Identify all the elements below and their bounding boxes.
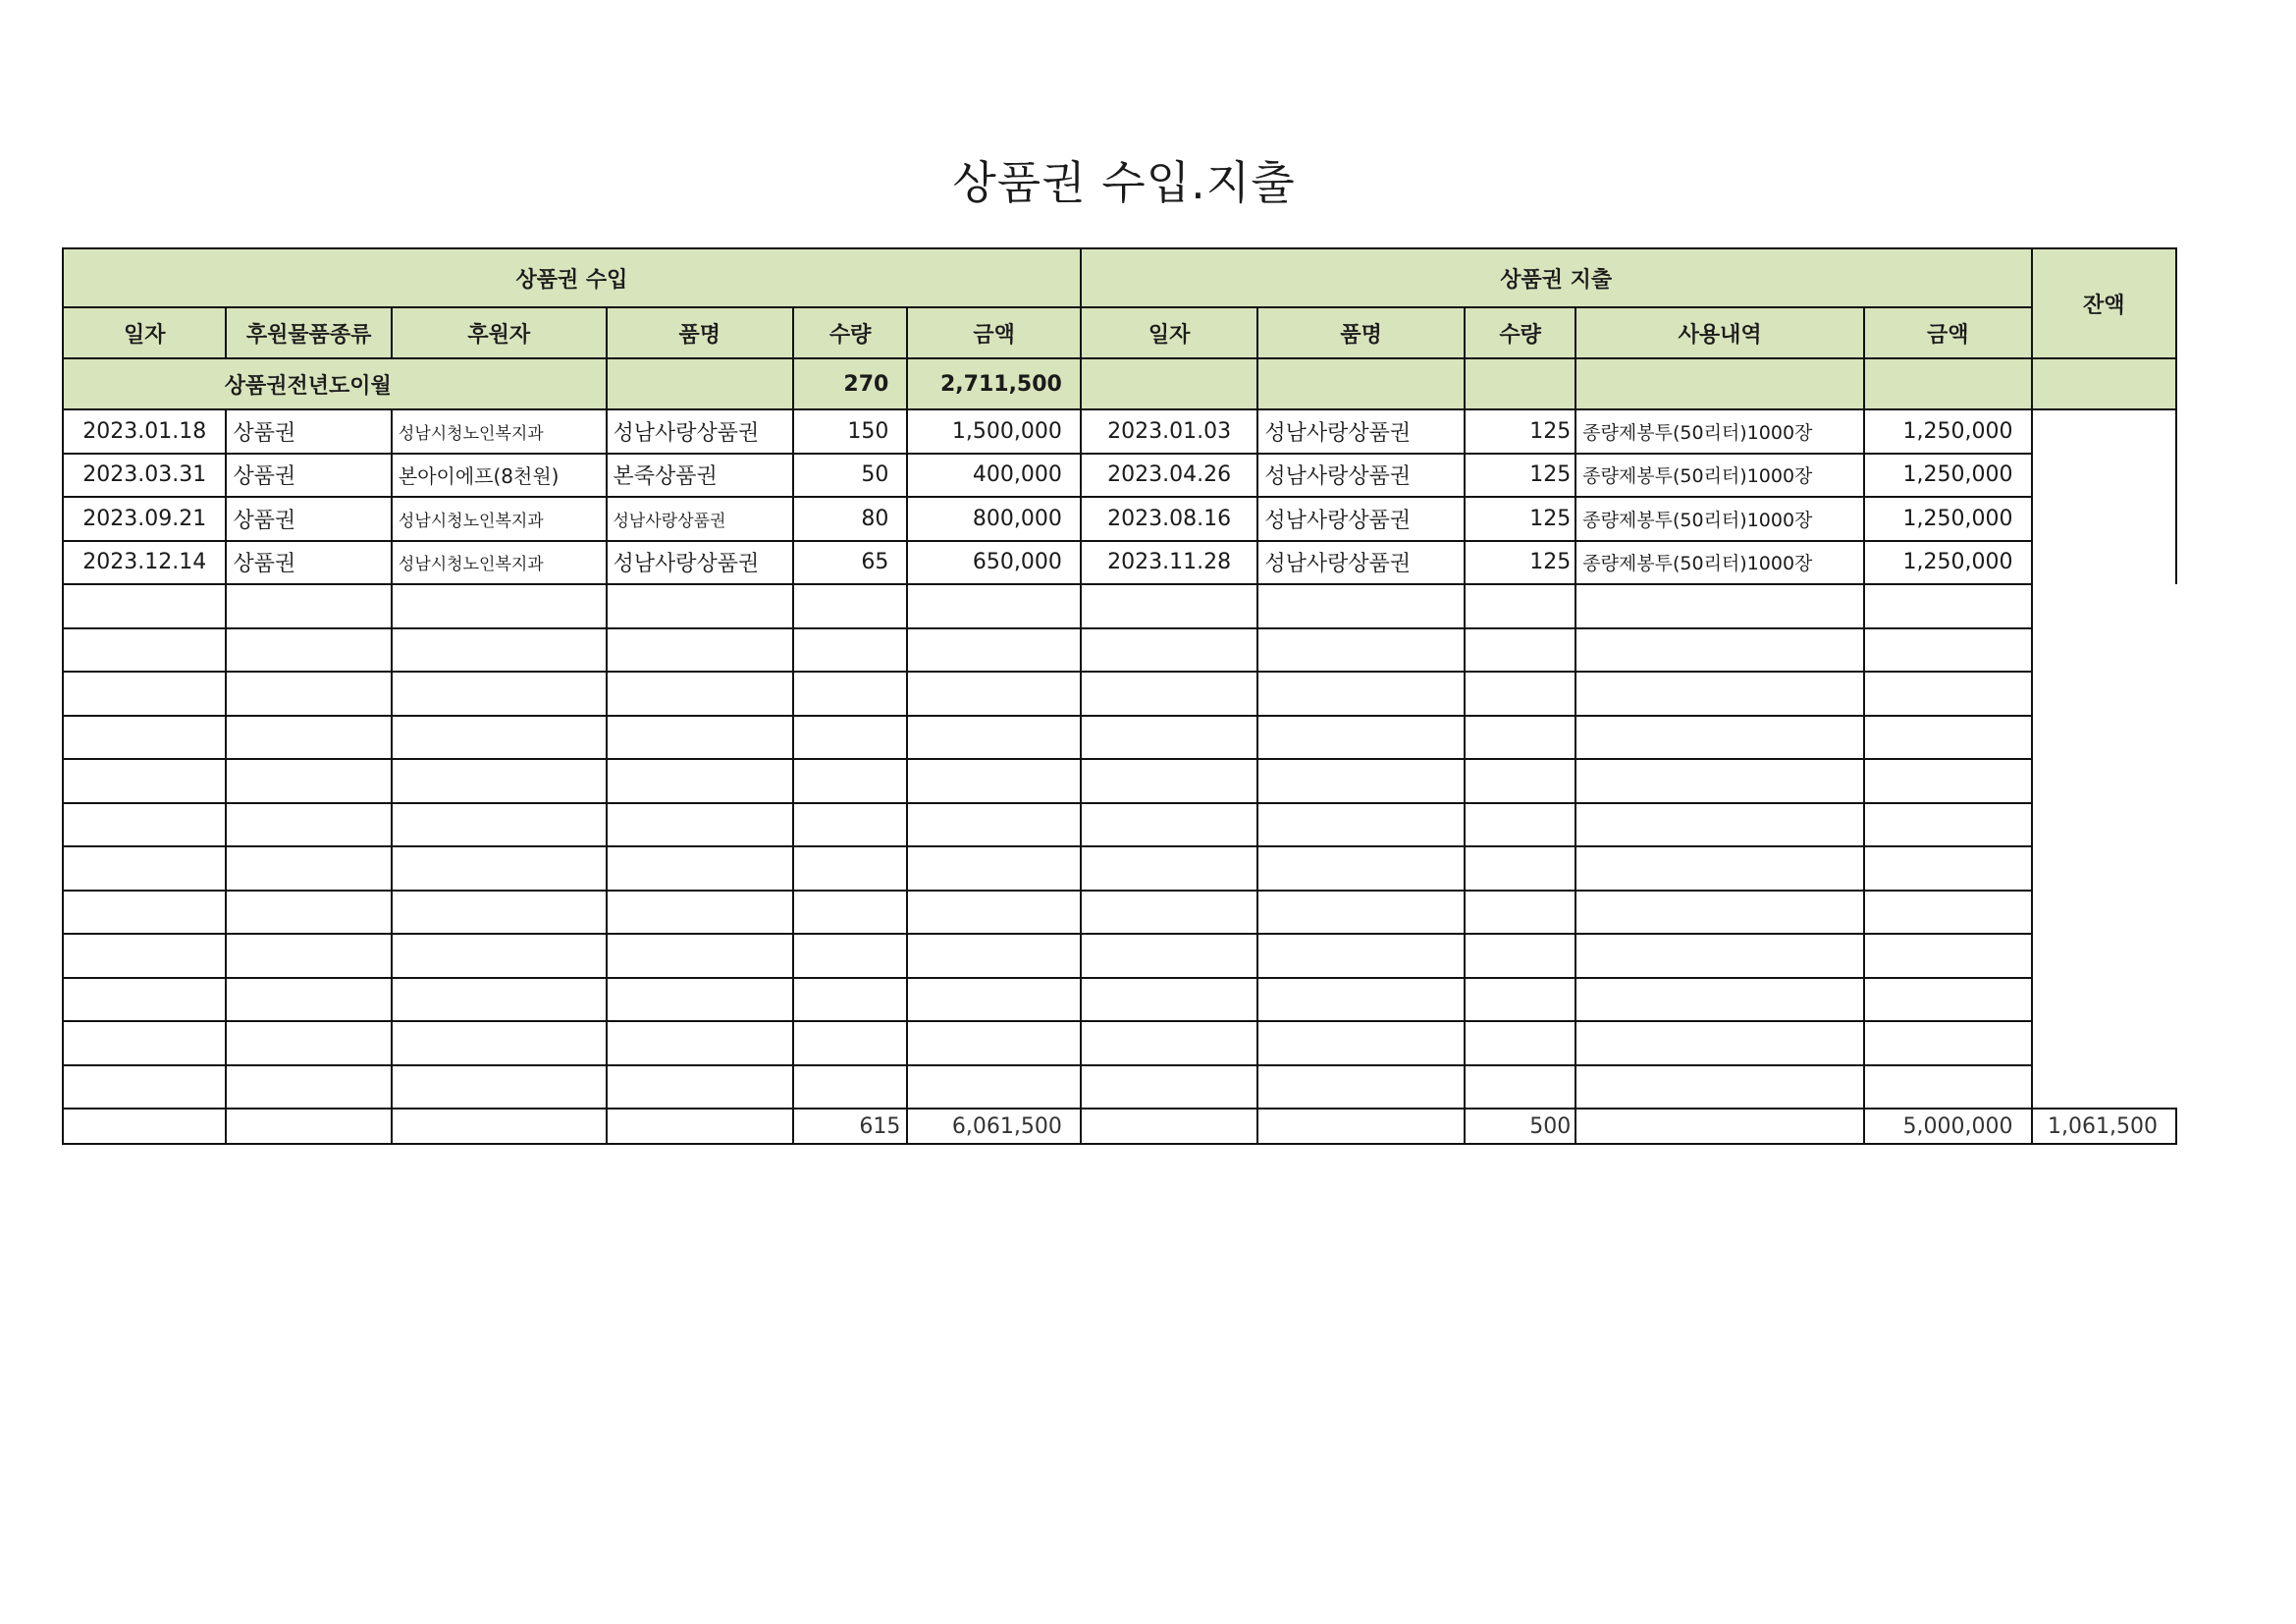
empty-cell — [1575, 759, 1864, 803]
totals-row — [63, 1109, 2176, 1144]
empty-cell — [63, 716, 226, 760]
income-amount-cell: 800,000 — [907, 497, 1081, 541]
empty-cell — [1465, 803, 1575, 847]
empty-cell — [1864, 803, 2032, 847]
empty-cell — [1081, 584, 1257, 628]
donor-cell: 본아이에프(8천원) — [392, 454, 607, 498]
balance-column-cell — [2032, 409, 2176, 584]
empty-cell — [226, 716, 391, 760]
empty-cell — [392, 759, 607, 803]
table-row — [63, 409, 2176, 454]
empty-cell — [1081, 846, 1257, 891]
empty-cell — [907, 759, 1081, 803]
empty-cell — [1081, 1065, 1257, 1110]
empty-row — [63, 584, 2176, 628]
empty-cell — [1575, 628, 1864, 673]
expense-amount-cell: 1,250,000 — [1864, 541, 2032, 585]
empty-cell — [392, 584, 607, 628]
col-usage: 사용내역 — [1575, 307, 1864, 358]
empty-cell — [226, 1065, 391, 1110]
empty-row — [63, 803, 2176, 847]
expense-amount-cell: 1,250,000 — [1864, 409, 2032, 454]
empty-cell — [907, 628, 1081, 673]
empty-cell — [392, 628, 607, 673]
income-qty-cell: 65 — [793, 541, 907, 585]
col-expense-amount: 금액 — [1864, 307, 2032, 358]
table-row — [63, 454, 2176, 498]
usage-cell: 종량제봉투(50리터)1000장 — [1575, 454, 1864, 498]
empty-cell — [1575, 803, 1864, 847]
empty-cell — [1575, 934, 1864, 978]
total-income-qty: 615 — [793, 1109, 907, 1144]
carryover-row — [63, 358, 2176, 409]
empty-cell — [63, 672, 226, 716]
empty-cell — [63, 891, 226, 935]
empty-cell — [63, 934, 226, 978]
empty-cell — [1465, 978, 1575, 1022]
empty-row — [63, 759, 2176, 803]
totals-empty-cell — [1257, 1109, 1465, 1144]
income-qty-cell: 80 — [793, 497, 907, 541]
col-expense-item: 품명 — [1257, 307, 1465, 358]
empty-cell — [1257, 628, 1465, 673]
empty-cell — [1257, 803, 1465, 847]
empty-cell — [1864, 846, 2032, 891]
empty-cell — [1257, 759, 1465, 803]
empty-cell — [1081, 1021, 1257, 1065]
empty-cell — [793, 716, 907, 760]
empty-cell — [607, 716, 794, 760]
expense-amount-cell: 1,250,000 — [1864, 454, 2032, 498]
empty-cell — [63, 1065, 226, 1110]
empty-row — [63, 978, 2176, 1022]
carryover-empty-cell — [1081, 358, 1257, 409]
empty-cell — [226, 978, 391, 1022]
empty-cell — [607, 1021, 794, 1065]
empty-row — [63, 934, 2176, 978]
empty-cell — [226, 672, 391, 716]
total-expense-amount: 5,000,000 — [1864, 1109, 2032, 1144]
empty-cell — [1864, 759, 2032, 803]
empty-cell — [1864, 1065, 2032, 1110]
empty-cell — [907, 934, 1081, 978]
empty-cell — [793, 978, 907, 1022]
income-qty-cell: 50 — [793, 454, 907, 498]
income-amount-cell: 1,500,000 — [907, 409, 1081, 454]
carryover-empty-cell — [1575, 358, 1864, 409]
expense-qty-cell: 125 — [1465, 541, 1575, 585]
carryover-label: 상품권전년도이월 — [63, 358, 607, 409]
empty-row — [63, 672, 2176, 716]
empty-cell — [607, 978, 794, 1022]
expense-date-cell: 2023.04.26 — [1081, 454, 1257, 498]
empty-cell — [63, 759, 226, 803]
empty-cell — [1864, 584, 2032, 628]
income-type-cell: 상품권 — [226, 497, 391, 541]
empty-cell — [63, 1021, 226, 1065]
empty-cell — [1257, 672, 1465, 716]
expense-group-header: 상품권 지출 — [1081, 248, 2032, 307]
page-title: 상품권 수입.지출 — [952, 156, 1296, 209]
empty-cell — [63, 978, 226, 1022]
usage-cell: 종량제봉투(50리터)1000장 — [1575, 409, 1864, 454]
expense-qty-cell: 125 — [1465, 454, 1575, 498]
empty-cell — [1864, 1021, 2032, 1065]
empty-cell — [226, 759, 391, 803]
empty-cell — [226, 846, 391, 891]
carryover-empty-cell — [607, 358, 794, 409]
donor-cell: 성남시청노인복지과 — [392, 409, 607, 454]
empty-cell — [1575, 1065, 1864, 1110]
col-expense-date: 일자 — [1081, 307, 1257, 358]
empty-cell — [392, 672, 607, 716]
totals-empty-cell — [392, 1109, 607, 1144]
income-qty-cell: 150 — [793, 409, 907, 454]
empty-cell — [793, 1065, 907, 1110]
usage-cell: 종량제봉투(50리터)1000장 — [1575, 541, 1864, 585]
empty-cell — [607, 628, 794, 673]
total-balance: 1,061,500 — [2032, 1109, 2176, 1144]
empty-cell — [63, 803, 226, 847]
empty-cell — [1575, 846, 1864, 891]
empty-cell — [1465, 584, 1575, 628]
expense-qty-cell: 125 — [1465, 497, 1575, 541]
ledger-table — [62, 247, 2177, 1145]
empty-cell — [1081, 803, 1257, 847]
carryover-amount: 2,711,500 — [907, 358, 1081, 409]
empty-cell — [607, 584, 794, 628]
balance-header: 잔액 — [2032, 248, 2176, 358]
expense-date-cell: 2023.08.16 — [1081, 497, 1257, 541]
expense-item-cell: 성남사랑상품권 — [1257, 454, 1465, 498]
empty-cell — [226, 934, 391, 978]
empty-cell — [63, 584, 226, 628]
empty-cell — [793, 846, 907, 891]
empty-cell — [907, 803, 1081, 847]
empty-cell — [1864, 672, 2032, 716]
empty-cell — [607, 934, 794, 978]
empty-row — [63, 628, 2176, 673]
empty-row — [63, 1065, 2176, 1110]
empty-cell — [793, 1021, 907, 1065]
empty-cell — [607, 846, 794, 891]
empty-cell — [1465, 1021, 1575, 1065]
column-header-row — [63, 307, 2176, 358]
col-income-qty: 수량 — [793, 307, 907, 358]
totals-empty-cell — [1575, 1109, 1864, 1144]
expense-date-cell: 2023.01.03 — [1081, 409, 1257, 454]
donor-cell: 성남시청노인복지과 — [392, 541, 607, 585]
empty-cell — [1465, 934, 1575, 978]
empty-cell — [607, 672, 794, 716]
empty-cell — [1257, 1021, 1465, 1065]
col-income-date: 일자 — [63, 307, 226, 358]
empty-cell — [1081, 628, 1257, 673]
empty-cell — [1864, 934, 2032, 978]
income-item-cell: 성남사랑상품권 — [607, 497, 794, 541]
empty-cell — [793, 759, 907, 803]
empty-cell — [1864, 628, 2032, 673]
income-type-cell: 상품권 — [226, 541, 391, 585]
empty-cell — [226, 803, 391, 847]
col-donor: 후원자 — [392, 307, 607, 358]
empty-cell — [1465, 846, 1575, 891]
income-date-cell: 2023.09.21 — [63, 497, 226, 541]
col-income-amount: 금액 — [907, 307, 1081, 358]
empty-cell — [1465, 628, 1575, 673]
empty-cell — [1864, 891, 2032, 935]
table-row — [63, 497, 2176, 541]
empty-cell — [907, 672, 1081, 716]
empty-cell — [392, 934, 607, 978]
empty-cell — [1257, 846, 1465, 891]
carryover-qty: 270 — [793, 358, 907, 409]
empty-cell — [793, 584, 907, 628]
empty-row — [63, 716, 2176, 760]
expense-date-cell: 2023.11.28 — [1081, 541, 1257, 585]
income-item-cell: 성남사랑상품권 — [607, 409, 794, 454]
col-expense-qty: 수량 — [1465, 307, 1575, 358]
empty-cell — [607, 803, 794, 847]
expense-item-cell: 성남사랑상품권 — [1257, 497, 1465, 541]
empty-cell — [392, 891, 607, 935]
empty-cell — [1257, 584, 1465, 628]
empty-cell — [907, 1065, 1081, 1110]
empty-cell — [1257, 1065, 1465, 1110]
empty-cell — [1575, 672, 1864, 716]
empty-cell — [392, 803, 607, 847]
empty-cell — [793, 628, 907, 673]
empty-cell — [226, 628, 391, 673]
empty-cell — [1465, 672, 1575, 716]
empty-row — [63, 846, 2176, 891]
empty-cell — [1257, 716, 1465, 760]
empty-cell — [607, 891, 794, 935]
empty-cell — [226, 1021, 391, 1065]
empty-cell — [793, 803, 907, 847]
income-date-cell: 2023.01.18 — [63, 409, 226, 454]
empty-cell — [1575, 1021, 1864, 1065]
donor-cell: 성남시청노인복지과 — [392, 497, 607, 541]
empty-cell — [1864, 716, 2032, 760]
empty-cell — [392, 716, 607, 760]
empty-cell — [907, 1021, 1081, 1065]
empty-row — [63, 891, 2176, 935]
empty-cell — [1575, 584, 1864, 628]
empty-cell — [1081, 934, 1257, 978]
empty-cell — [1081, 978, 1257, 1022]
empty-cell — [1081, 672, 1257, 716]
empty-cell — [793, 672, 907, 716]
table-row — [63, 541, 2176, 585]
empty-cell — [907, 891, 1081, 935]
expense-item-cell: 성남사랑상품권 — [1257, 541, 1465, 585]
empty-cell — [63, 628, 226, 673]
empty-cell — [1575, 716, 1864, 760]
totals-empty-cell — [607, 1109, 794, 1144]
empty-cell — [1465, 716, 1575, 760]
empty-cell — [1081, 759, 1257, 803]
col-income-type: 후원물품종류 — [226, 307, 391, 358]
total-income-amount: 6,061,500 — [907, 1109, 1081, 1144]
empty-cell — [1465, 891, 1575, 935]
empty-cell — [793, 891, 907, 935]
group-header-row — [63, 248, 2176, 307]
empty-cell — [1465, 1065, 1575, 1110]
totals-empty-cell — [226, 1109, 391, 1144]
empty-cell — [1081, 891, 1257, 935]
totals-empty-cell — [1081, 1109, 1257, 1144]
carryover-balance-cell — [2032, 358, 2176, 409]
income-item-cell: 본죽상품권 — [607, 454, 794, 498]
empty-cell — [1257, 934, 1465, 978]
expense-amount-cell: 1,250,000 — [1864, 497, 2032, 541]
expense-item-cell: 성남사랑상품권 — [1257, 409, 1465, 454]
income-amount-cell: 400,000 — [907, 454, 1081, 498]
empty-cell — [1575, 891, 1864, 935]
income-date-cell: 2023.12.14 — [63, 541, 226, 585]
empty-cell — [1257, 891, 1465, 935]
carryover-empty-cell — [1465, 358, 1575, 409]
income-amount-cell: 650,000 — [907, 541, 1081, 585]
empty-cell — [1257, 978, 1465, 1022]
empty-cell — [1465, 759, 1575, 803]
income-type-cell: 상품권 — [226, 409, 391, 454]
empty-cell — [793, 934, 907, 978]
empty-cell — [907, 584, 1081, 628]
empty-cell — [392, 1065, 607, 1110]
income-item-cell: 성남사랑상품권 — [607, 541, 794, 585]
empty-row — [63, 1021, 2176, 1065]
expense-qty-cell: 125 — [1465, 409, 1575, 454]
empty-cell — [226, 584, 391, 628]
col-income-item: 품명 — [607, 307, 794, 358]
total-expense-qty: 500 — [1465, 1109, 1575, 1144]
income-type-cell: 상품권 — [226, 454, 391, 498]
empty-cell — [607, 1065, 794, 1110]
totals-empty-cell — [63, 1109, 226, 1144]
income-date-cell: 2023.03.31 — [63, 454, 226, 498]
carryover-empty-cell — [1257, 358, 1465, 409]
income-group-header: 상품권 수입 — [63, 248, 1081, 307]
empty-cell — [907, 846, 1081, 891]
empty-cell — [607, 759, 794, 803]
empty-cell — [1081, 716, 1257, 760]
empty-cell — [392, 978, 607, 1022]
carryover-empty-cell — [1864, 358, 2032, 409]
empty-cell — [392, 846, 607, 891]
empty-cell — [907, 716, 1081, 760]
empty-cell — [392, 1021, 607, 1065]
empty-cell — [907, 978, 1081, 1022]
empty-cell — [63, 846, 226, 891]
empty-cell — [1864, 978, 2032, 1022]
empty-cell — [226, 891, 391, 935]
empty-cell — [1575, 978, 1864, 1022]
usage-cell: 종량제봉투(50리터)1000장 — [1575, 497, 1864, 541]
